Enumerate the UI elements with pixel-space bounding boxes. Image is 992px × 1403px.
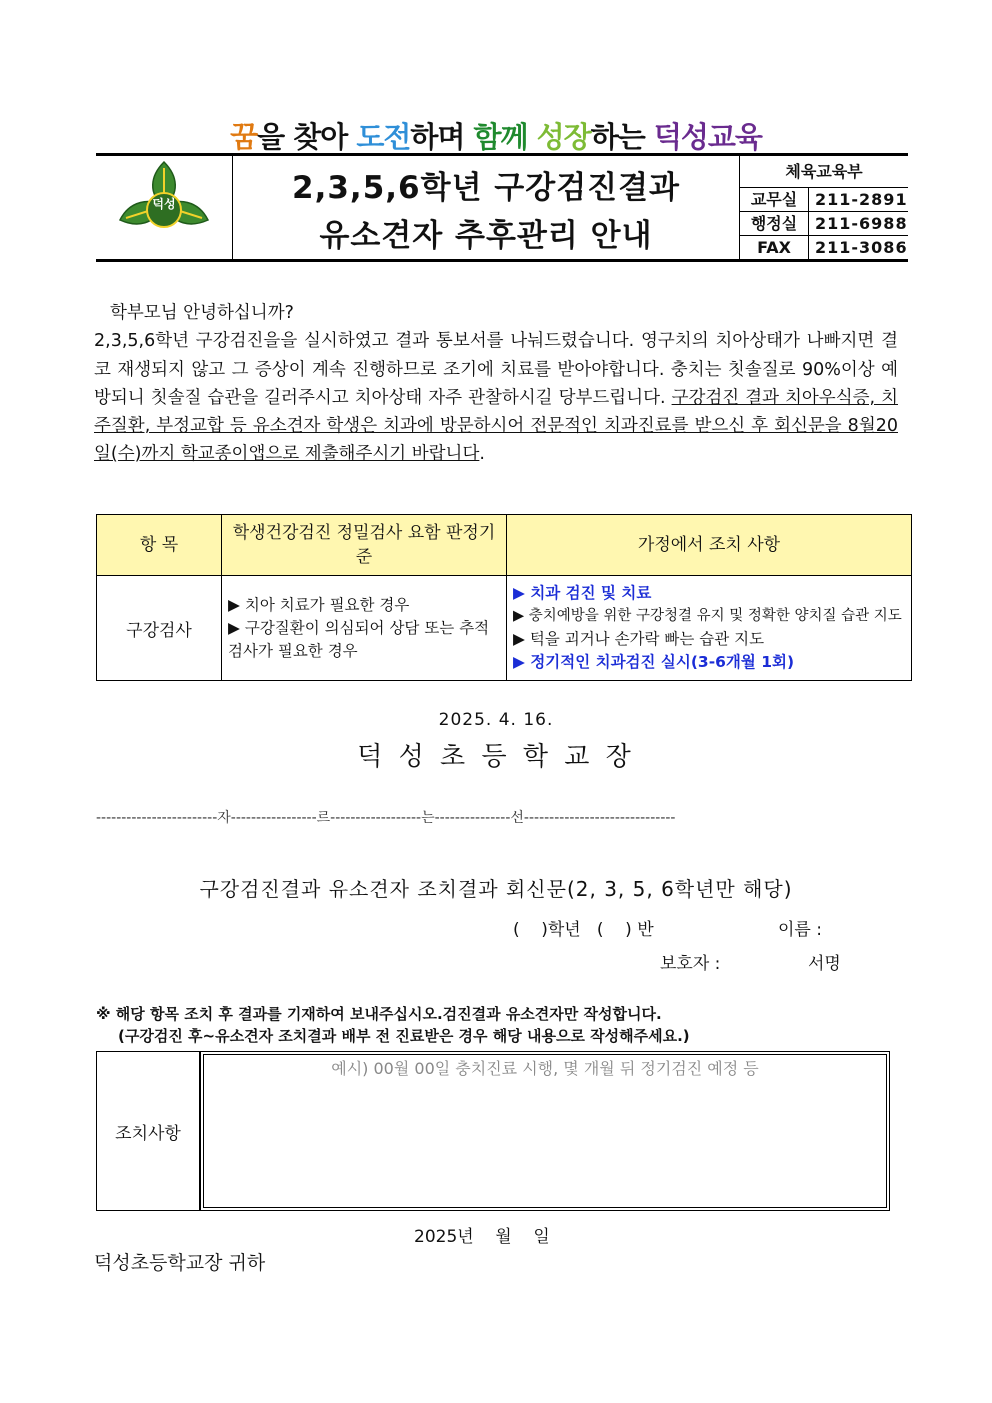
list-item: ▶ 치아 치료가 필요한 경우 [228,595,410,614]
action-example: 예시) 00월 00일 충치진료 시행, 몇 개월 뒤 정기검진 예정 등 [331,1059,759,1078]
submission-notice: 구강검진 결과 치아우식증, 치주질환, 부정교합 등 유소견자 학생은 치과에 방문하시어 전문적인 치과진료를 받으신 후 회신문을 8월20일(수)까지 학교종이앱으로 제출해주시기 바랍니다 [94,387,898,465]
contact-row: FAX 211-3086 [740,236,908,259]
header-action: 가정에서 조치 사항 [507,515,912,576]
slogan [0,115,992,156]
reply-title: 구강검진결과 유소견자 조치결과 회신문(2, 3, 5, 6학년만 해당) [199,877,793,901]
action-label: 조치사항 [96,1051,200,1211]
greeting: 학부모님 안녕하십니까? [110,303,294,323]
guidance-table [96,514,912,681]
addressee: 덕성초등학교장 귀하 [94,1252,266,1274]
intro-text [94,299,898,469]
criteria-list [222,576,507,681]
header-criteria: 학생건강검진 정밀검사 요함 판정기준 [222,515,507,576]
cut-line: ------------------------자-----------------르------------------는---------------선------------------------------ [96,810,676,826]
slogan-segment: 하며 [410,120,474,154]
grade-class-field[interactable]: ( )학년 ( ) 반 [513,920,654,940]
logo-text: 덕성 [152,197,176,211]
slogan-segment: 도전 [356,120,411,154]
slogan-segment: 함께 [473,120,528,154]
contact-row: 교무실 211-2891 [740,188,908,212]
department-label: 체육교육부 [740,156,908,188]
list-item: ▶ 구강질환이 의심되어 상담 또는 추적검사가 필요한 경우 [228,618,490,660]
list-item: ▶ 충치예방을 위한 구강청결 유지 및 정확한 양치질 습관 지도 [513,608,902,624]
slogan-segment: 을 찾아 [257,120,357,154]
list-item: ▶ 치과 검진 및 치료 [513,584,652,602]
slogan-segment: 꿈 [230,120,258,154]
reply-date: 2025년 월 일 [414,1227,550,1247]
reply-note-1: ※ 해당 항목 조치 후 결과를 기재하여 보내주십시오.검진결과 유소견자만 작성합니다. [96,1005,662,1023]
action-record-box [96,1051,890,1211]
contact-box [740,156,908,259]
slogan-segment: 하는 [590,120,654,154]
title-line-1: 2,3,5,6학년 구강검진결과 [292,170,680,206]
row-label: 구강검사 [97,576,222,681]
name-field-label: 이름 : [778,920,822,940]
clover-emblem-icon [96,156,232,256]
contact-row: 행정실 211-6988 [740,212,908,236]
reply-note-2: (구강검진 후~유소견자 조치결과 배부 전 진료받은 경우 해당 내용으로 작성해주세요.) [118,1027,690,1045]
action-input[interactable] [200,1051,890,1211]
title-box [233,156,740,259]
principal-title: 덕 성 초 등 학 교 장 [357,742,635,772]
slogan-segment: 덕성교육 [653,120,762,154]
slogan-segment [528,120,537,154]
title-line-2: 유소견자 추후관리 안내 [319,218,653,254]
action-list [507,576,912,681]
intro-paragraph: 2,3,5,6학년 구강검진을을 실시하였고 결과 통보서를 나눠드렸습니다. 영구치의 치아상태가 나빠지면 결코 재생되지 않고 그 증상이 계속 진행하므로 조기에 치료를 받아야합니다. 충치는 칫솔질로 90%이상 예방되니 칫솔질 습관을 길러주시고 치아상태 자주 관찰하시길 당부드립니다. 구강검진 결과 치아우식증, 치주질환, 부정교합 등 유소견자 학생은 치과에 방문하시어 전문적인 치과진료를 받으신 후 회신문을 8월20일(수)까지 학교종이앱으로 제출해주시기 바랍니다. [94,331,898,465]
document-header [96,153,908,262]
guardian-label: 보호자 : [660,954,721,974]
header-item: 항 목 [97,515,222,576]
signature-label: 서명 [808,954,841,974]
issue-date: 2025. 4. 16. [438,710,554,730]
school-logo [96,156,233,259]
list-item: ▶ 턱을 괴거나 손가락 빠는 습관 지도 [513,630,765,648]
slogan-segment: 성장 [536,120,591,154]
list-item: ▶ 정기적인 치과검진 실시(3-6개월 1회) [513,653,795,671]
